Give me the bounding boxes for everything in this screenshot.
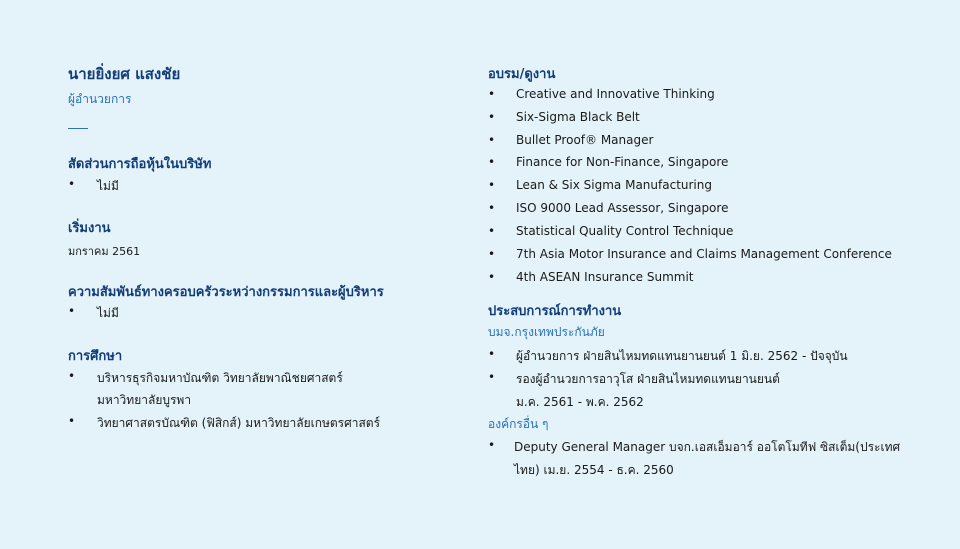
training-item-text: Finance for Non-Finance, Singapore <box>516 155 729 169</box>
start-date-heading: เริ่มงาน <box>68 221 111 236</box>
bullet-icon: • <box>488 224 496 238</box>
person-position: ผู้อำนวยการ <box>68 92 132 106</box>
education-item-continuation: มหาวิทยาลัยบูรพา <box>97 393 192 407</box>
experience-heading: ประสบการณ์การทำงาน <box>488 304 622 319</box>
bullet-icon: • <box>488 370 496 384</box>
education-item-text: วิทยาศาสตรบัณฑิต (ฟิสิกส์) มหาวิทยาลัยเกษตรศาสตร์ <box>97 416 381 430</box>
experience-item-continuation: ม.ค. 2561 - พ.ค. 2562 <box>516 395 644 409</box>
family-relation-item-text: ไม่มี <box>97 306 119 320</box>
training-item-text: ISO 9000 Lead Assessor, Singapore <box>516 201 729 215</box>
training-item-text: 7th Asia Motor Insurance and Claims Management Conference <box>516 247 892 261</box>
bullet-icon: • <box>488 270 496 284</box>
bullet-icon: • <box>488 178 496 192</box>
bullet-icon: • <box>488 438 496 452</box>
experience-item-text: รองผู้อำนวยการอาวุโส ฝ่ายสินไหมทดแทนยานยนต์ <box>516 372 780 386</box>
family-relation-heading: ความสัมพันธ์ทางครอบครัวระหว่างกรรมการและผู้บริหาร <box>68 285 384 300</box>
education-item-text: บริหารธุรกิจมหาบัณฑิต วิทยาลัยพาณิชยศาสตร์ <box>97 371 343 385</box>
training-item-text: 4th ASEAN Insurance Summit <box>516 270 694 284</box>
training-item-text: Six-Sigma Black Belt <box>516 110 640 124</box>
education-heading: การศึกษา <box>68 349 123 364</box>
bullet-icon: • <box>488 110 496 124</box>
divider <box>68 128 88 129</box>
experience-item-text: ผู้อำนวยการ ฝ่ายสินไหมทดแทนยานยนต์ 1 มิ.ย. 2562 - ปัจจุบัน <box>516 349 848 363</box>
bullet-icon: • <box>488 87 496 101</box>
bullet-icon: • <box>68 369 76 383</box>
other-org-heading: องค์กรอื่น ๆ <box>488 417 549 431</box>
person-name: นายยิ่งยศ แสงชัย <box>68 65 181 83</box>
other-org-item-continuation: ไทย) เม.ย. 2554 - ธ.ค. 2560 <box>514 463 674 477</box>
training-item-text: Lean & Six Sigma Manufacturing <box>516 178 712 192</box>
bullet-icon: • <box>68 177 76 191</box>
training-item-text: Bullet Proof® Manager <box>516 133 654 147</box>
shareholding-item-text: ไม่มี <box>97 179 119 193</box>
bullet-icon: • <box>68 304 76 318</box>
training-item-text: Creative and Innovative Thinking <box>516 87 715 101</box>
bullet-icon: • <box>488 201 496 215</box>
shareholding-heading: สัดส่วนการถือหุ้นในบริษัท <box>68 157 212 172</box>
bullet-icon: • <box>488 247 496 261</box>
bullet-icon: • <box>488 347 496 361</box>
other-org-item-text: Deputy General Manager บจก.เอสเอ็มอาร์ ออโตโมทีฟ ซิสเต็ม(ประเทศ <box>514 440 901 454</box>
bullet-icon: • <box>488 133 496 147</box>
training-item-text: Statistical Quality Control Technique <box>516 224 734 238</box>
experience-company: บมจ.กรุงเทพประกันภัย <box>488 325 605 339</box>
bullet-icon: • <box>488 155 496 169</box>
training-heading: อบรม/ดูงาน <box>488 67 556 82</box>
start-date-value: มกราคม 2561 <box>68 245 141 258</box>
bullet-icon: • <box>68 414 76 428</box>
